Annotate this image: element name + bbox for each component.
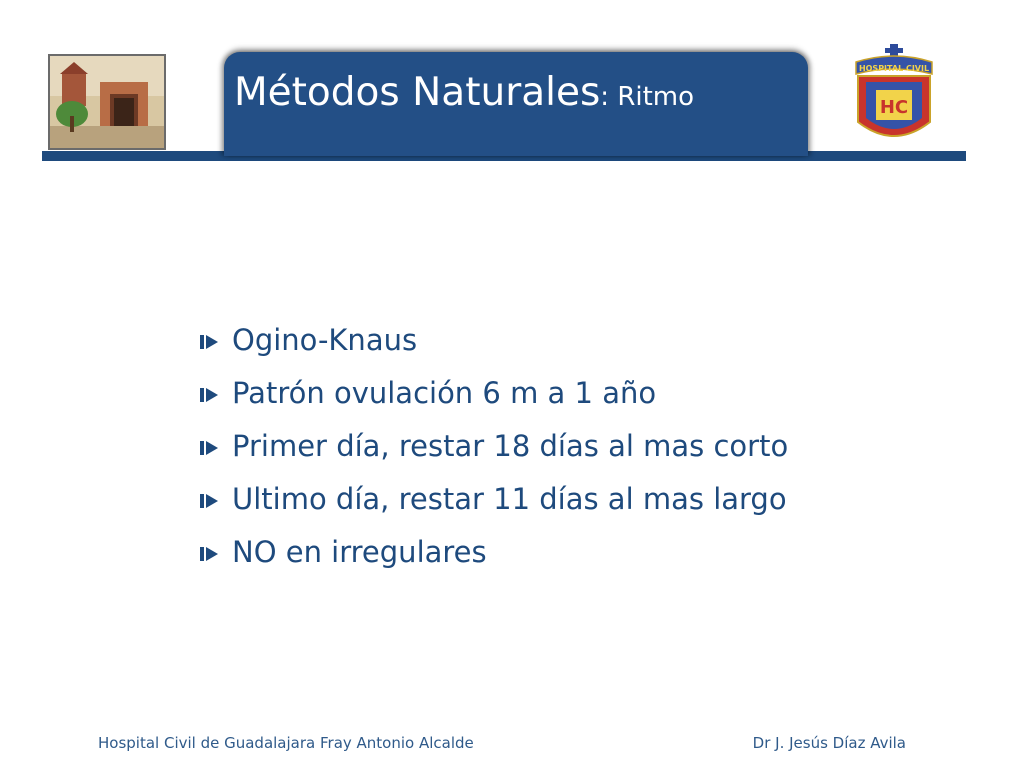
arrow-bullet-icon (200, 546, 220, 562)
bullet-list (200, 318, 788, 583)
footer-author: Dr J. Jesús Díaz Avila (752, 734, 906, 752)
bullet-item (200, 318, 788, 371)
bullet-text: Ogino-Knaus (232, 323, 418, 357)
logo-monogram: HC (879, 97, 909, 118)
bullet-text: Patrón ovulación 6 m a 1 año (232, 376, 657, 410)
bullet-item (200, 424, 788, 477)
arrow-bullet-icon (200, 440, 220, 456)
footer-hospital-name: Hospital Civil de Guadalajara Fray Antonio Alcalde (98, 734, 474, 752)
title-main: Métodos Naturales (234, 70, 601, 115)
arrow-bullet-icon (200, 334, 220, 350)
title-subtitle: : Ritmo (600, 82, 695, 112)
hospital-civil-logo (852, 44, 936, 150)
arrow-bullet-icon (200, 387, 220, 403)
hospital-painting-image (48, 54, 166, 150)
bullet-item (200, 530, 788, 583)
bullet-text: Ultimo día, restar 11 días al mas largo (232, 482, 787, 516)
slide-title (234, 70, 694, 124)
hospital-building-illustration (50, 56, 164, 148)
bullet-item (200, 371, 788, 424)
arrow-bullet-icon (200, 493, 220, 509)
logo-text: HOSPITAL CIVIL (858, 64, 930, 73)
bullet-text: Primer día, restar 18 días al mas corto (232, 429, 789, 463)
bullet-item (200, 477, 788, 530)
bullet-text: NO en irregulares (232, 535, 487, 569)
